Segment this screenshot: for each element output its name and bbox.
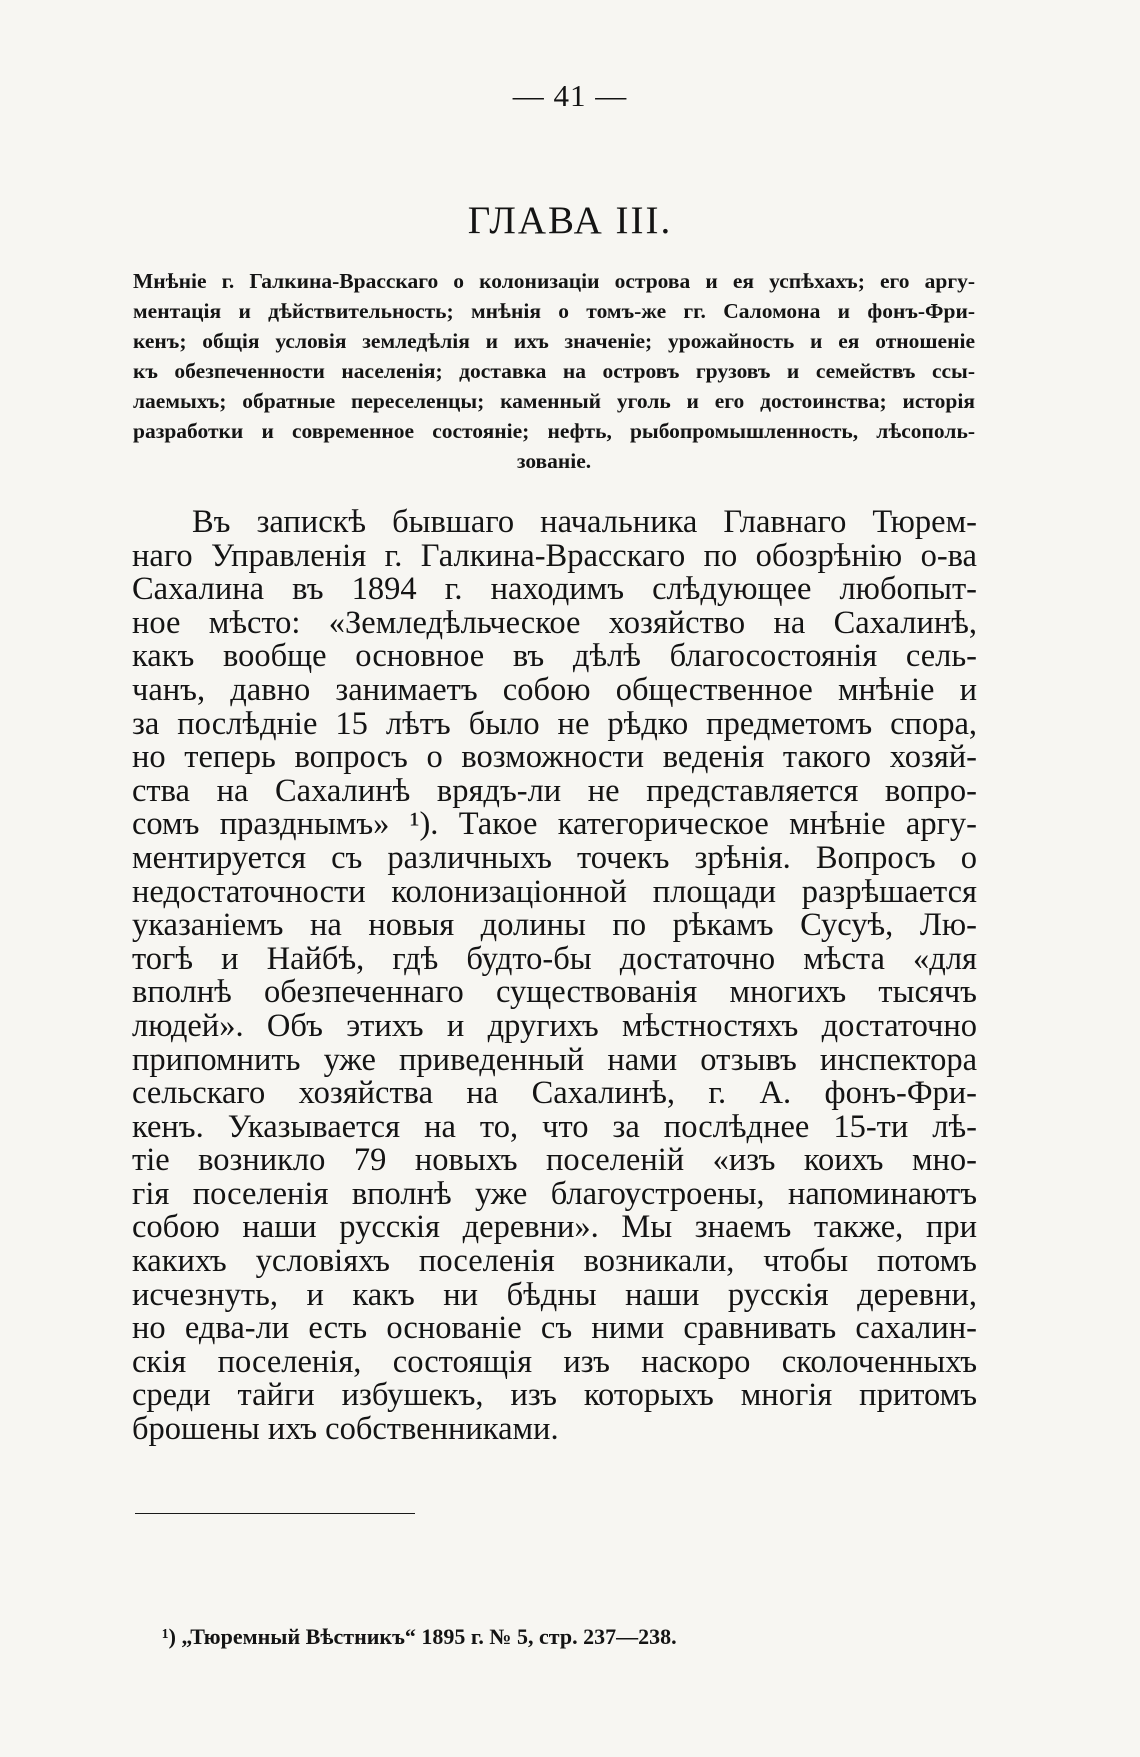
body-line: припомнить уже приведенный нами отзывъ инспектора: [132, 1041, 977, 1078]
footnote-divider: [135, 1513, 415, 1514]
body-line: собою наши русскія деревни». Мы знаемъ также, при: [132, 1209, 977, 1246]
body-line: людей». Объ этихъ и другихъ мѣстностяхъ достаточно: [132, 1007, 977, 1044]
body-line: исчезнуть, и какъ ни бѣдны наши русскія деревни,: [132, 1276, 977, 1313]
chapter-title: ГЛАВА III.: [467, 199, 673, 242]
body-line: гія поселенія вполнѣ уже благоустроены, напоминаютъ: [132, 1175, 977, 1212]
footnote: ¹) „Тюремный Вѣстникъ“ 1895 г. № 5, стр. 237—238.: [162, 1624, 677, 1649]
body-line: брошены ихъ собственниками.: [132, 1411, 559, 1448]
body-line: ства на Сахалинѣ врядъ-ли не представляется вопро-: [132, 772, 977, 809]
summary-line: лаемыхъ; обратные переселенцы; каменный уголь и его достоинства; исторія: [133, 389, 975, 413]
body-line: Въ запискѣ бывшаго начальника Главнаго Тюрем-: [192, 504, 977, 540]
body-line: тогѣ и Найбѣ, гдѣ будто-бы достаточно мѣста «для: [132, 940, 977, 977]
body-line: среди тайги избушекъ, изъ которыхъ многія притомъ: [132, 1377, 977, 1414]
body-line: чанъ, давно занимаетъ собою общественное мнѣніе и: [132, 671, 977, 708]
body-line: тіе возникло 79 новыхъ поселеній «изъ коихъ мно-: [132, 1142, 977, 1179]
summary-line: ментація и дѣйствительность; мнѣнія о томъ-же гг. Саломона и фонъ-Фри-: [133, 299, 975, 323]
summary-line: разработки и современное состояніе; нефть, рыбопромышленность, лѣсополь-: [133, 419, 975, 443]
body-line: сельскаго хозяйства на Сахалинѣ, г. А. фонъ-Фри-: [132, 1075, 977, 1112]
body-line: кенъ. Указывается на то, что за послѣднее 15-ти лѣ-: [132, 1108, 977, 1145]
body-line: скія поселенія, состоящія изъ наскоро сколоченныхъ: [132, 1343, 977, 1380]
body-line: наго Управленія г. Галкина-Врасскаго по обозрѣнію о-ва: [132, 537, 977, 574]
chapter-summary: [133, 266, 975, 476]
summary-line: кенъ; общія условія земледѣлія и ихъ значеніе; урожайность и ея отношеніе: [133, 329, 975, 353]
body-line: ное мѣсто: «Земледѣльческое хозяйство на Сахалинѣ,: [132, 604, 977, 641]
body-line: за послѣдніе 15 лѣтъ было не рѣдко предметомъ спора,: [132, 705, 977, 742]
body-line: сомъ празднымъ» ¹). Такое категорическое мнѣніе аргу-: [132, 806, 977, 843]
summary-line: зованіе.: [516, 449, 592, 473]
body-line: ментируется съ различныхъ точекъ зрѣнія. Вопросъ о: [132, 839, 977, 876]
summary-line: къ обезпеченности населенія; доставка на островъ грузовъ и семействъ ссы-: [133, 359, 975, 383]
body-line: указаніемъ на новыя долины по рѣкамъ Сусуѣ, Лю-: [132, 907, 977, 944]
body-line: какъ вообще основное въ дѣлѣ благосостоянія сель-: [132, 638, 977, 675]
body-line: вполнѣ обезпеченнаго существованія многихъ тысячъ: [132, 974, 977, 1011]
body-line: Сахалина въ 1894 г. находимъ слѣдующее любопыт-: [132, 571, 977, 608]
page-number: — 41 —: [512, 78, 628, 113]
body-paragraph: [132, 506, 977, 1447]
body-line: какихъ условіяхъ поселенія возникали, чтобы потомъ: [132, 1243, 977, 1280]
body-line: недостаточности колонизаціонной площади разрѣшается: [132, 873, 977, 910]
body-line: но едва-ли есть основаніе съ ними сравнивать сахалин-: [132, 1310, 977, 1347]
summary-line: Мнѣніе г. Галкина-Врасскаго о колонизаціи острова и ея успѣхахъ; его аргу-: [133, 269, 975, 293]
body-line: но теперь вопросъ о возможности веденія такого хозяй-: [132, 739, 977, 776]
